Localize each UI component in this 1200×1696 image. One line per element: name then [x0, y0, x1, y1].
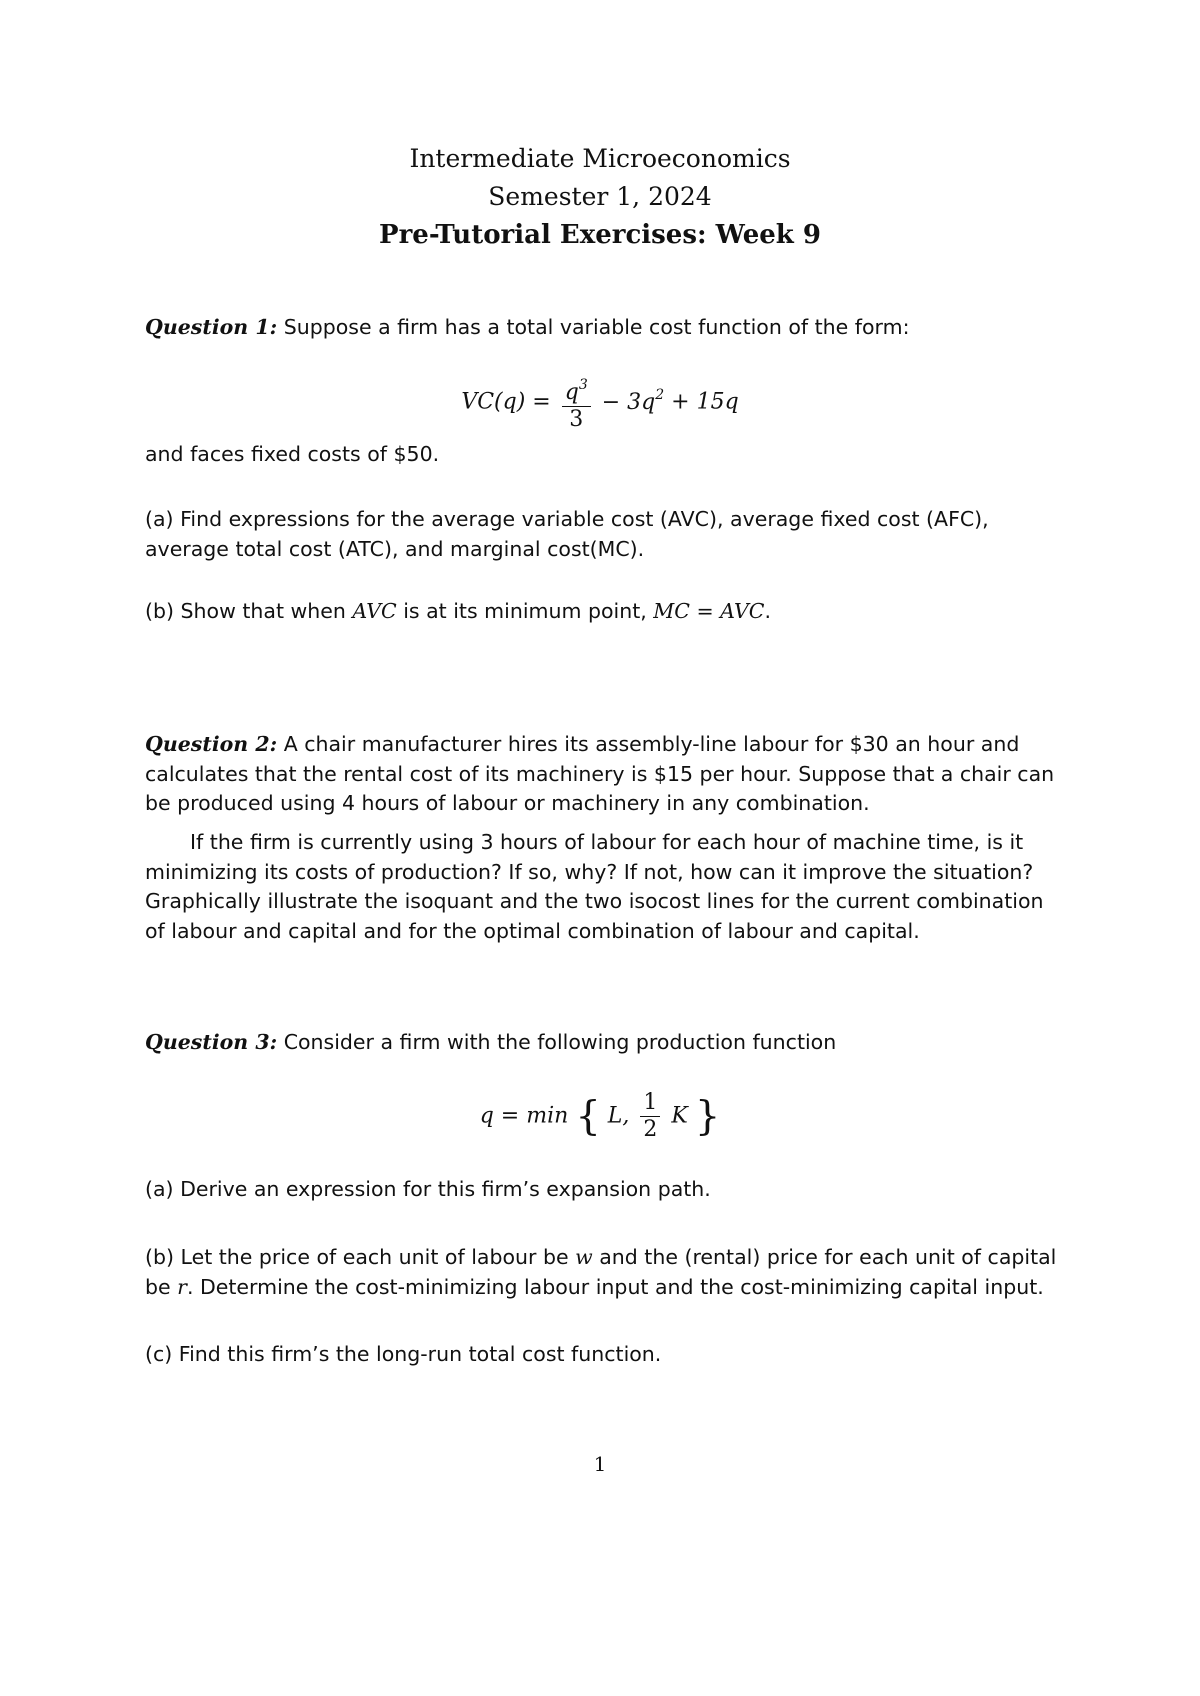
vc-eq-num-exp: 3 — [578, 377, 588, 393]
vc-eq-fraction — [562, 372, 591, 433]
vc-eq-lhs: VC(q) = — [461, 389, 551, 415]
vc-eq-middle — [601, 386, 665, 415]
vc-eq-tail: + 15q — [671, 389, 739, 415]
q3b-text-3: . Determine the cost-minimizing labour input and the cost-minimizing capital input. — [186, 1274, 1044, 1299]
document-title: Pre-Tutorial Exercises: Week 9 — [379, 220, 821, 250]
q1b-period: . — [764, 599, 771, 623]
question-1-intro-text: Suppose a firm has a total variable cost function of the form: — [283, 315, 910, 339]
question-1-part-b — [145, 597, 1063, 627]
question-3-part-c: (c) Find this firm’s the long-run total cost function. — [145, 1342, 662, 1366]
vc-eq-mid-term: − 3q — [601, 389, 656, 415]
q3b-w: w — [575, 1245, 593, 1269]
question-1-part-a: (a) Find expressions for the average variable cost (AVC), average fixed cost (AFC), average total cost (ATC), and marginal cost(MC). — [145, 507, 989, 561]
q3b-text-1: (b) Let the price of each unit of labour be — [145, 1245, 569, 1269]
question-3-part-a: (a) Derive an expression for this firm’s expansion path. — [145, 1177, 711, 1201]
question-1-fixed-costs: and faces fixed costs of $50. — [145, 442, 440, 466]
semester-line: Semester 1, 2024 — [488, 182, 712, 211]
vc-eq-numerator — [562, 372, 591, 407]
question-2-paragraph-2: If the firm is currently using 3 hours of labour for each hour of machine time, is it minimizing its costs of production? If so, why? If not, how can it improve the situation? Graphically illustrate the isoquant and the two isocost lines for the current combination of labour and capital and for the optimal combination of labour and capital. — [145, 830, 1044, 943]
question-2-text-1: A chair manufacturer hires its assembly-line labour for $30 an hour and calculates that the rental cost of its machinery is $15 per hour. Suppose that a chair can be produced using 4 hours of labour or machinery in any combination. — [145, 732, 1055, 815]
course-title: Intermediate Microeconomics — [409, 144, 791, 173]
question-2-paragraph-1 — [145, 730, 1063, 819]
question-3-part-b — [145, 1243, 1063, 1302]
q1b-avc: AVC — [352, 599, 397, 623]
page-number: 1 — [593, 1452, 607, 1476]
production-function-equation — [0, 1090, 1200, 1143]
pf-eq-numerator: 1 — [640, 1090, 660, 1117]
q3b-r: r — [177, 1274, 187, 1299]
pf-eq-k: K — [671, 1103, 688, 1129]
pf-eq-fraction — [640, 1090, 660, 1143]
q1b-text-2: is at its minimum point, — [403, 599, 647, 623]
pf-eq-l: L, — [607, 1103, 630, 1129]
question-3-label: Question 3: — [145, 1030, 278, 1054]
document-header — [0, 140, 1200, 254]
question-3-intro-text: Consider a firm with the following production function — [283, 1030, 837, 1054]
q1b-equation: MC = AVC — [653, 599, 765, 623]
vc-eq-num-base: q — [564, 380, 579, 405]
vc-equation — [0, 372, 1200, 433]
q3b-text-2: and the (rental) price for each unit of capital be — [145, 1245, 1057, 1299]
vc-eq-mid-exp: 2 — [655, 386, 665, 403]
question-2-label: Question 2: — [145, 732, 278, 756]
pf-eq-denominator: 2 — [643, 1117, 658, 1142]
pf-left-brace: { — [575, 1093, 601, 1140]
vc-eq-denominator: 3 — [569, 407, 584, 432]
question-3-intro — [145, 1028, 1063, 1058]
q1b-text-1: (b) Show that when — [145, 599, 346, 623]
pf-right-brace: } — [694, 1093, 721, 1140]
pf-eq-lhs: q = min — [479, 1103, 569, 1129]
question-1-label: Question 1: — [145, 315, 278, 339]
question-1-intro — [145, 313, 1063, 343]
